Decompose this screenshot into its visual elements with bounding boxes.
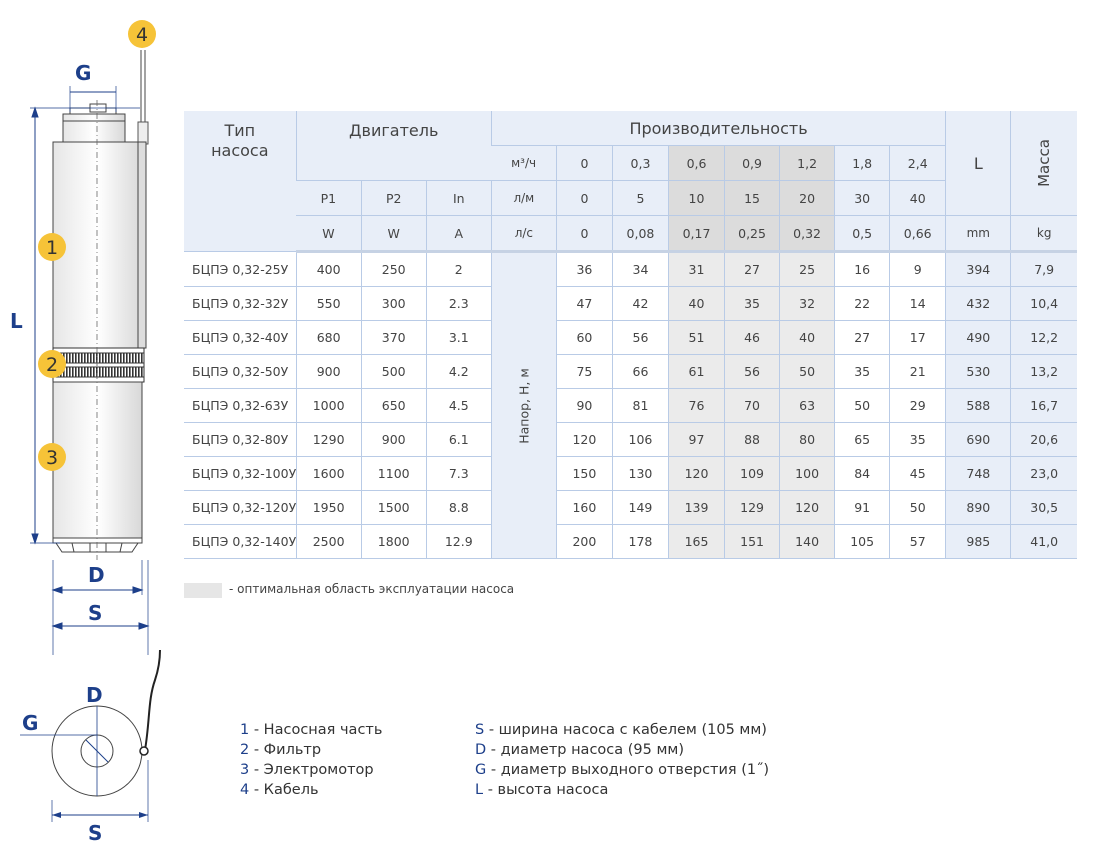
table-row (184, 287, 1077, 321)
header-engine: Двигатель (296, 111, 491, 181)
optimal-area-swatch (184, 583, 222, 598)
notes-dimensions (475, 720, 769, 800)
table-cell: 890 (946, 491, 1011, 525)
unit-L-mm: mm (946, 216, 1011, 252)
table-cell: 500 (361, 355, 426, 389)
table-cell: 105 (835, 525, 890, 559)
table-cell: 120 (780, 491, 835, 525)
unit-mass-kg: kg (1011, 216, 1077, 252)
table-cell: 61 (668, 355, 724, 389)
table-cell: 150 (556, 457, 612, 491)
flow-ls: 0,17 (668, 216, 724, 252)
engine-col-p1: P1 (296, 181, 361, 216)
table-cell: 3.1 (426, 321, 491, 355)
engine-unit-p2: W (361, 216, 426, 252)
table-cell: 75 (556, 355, 612, 389)
note-item: 1 - Насосная часть (240, 722, 383, 738)
pump-spec-table (184, 111, 1077, 559)
pump-type-cell: БЦПЭ 0,32-25У (184, 252, 296, 287)
table-cell: 80 (780, 423, 835, 457)
table-cell: 139 (668, 491, 724, 525)
table-cell: 35 (890, 423, 946, 457)
table-cell: 76 (668, 389, 724, 423)
pump-body-upper (53, 142, 142, 348)
table-cell: 23,0 (1011, 457, 1077, 491)
table-cell: 748 (946, 457, 1011, 491)
table-cell: 8.8 (426, 491, 491, 525)
table-cell: 985 (946, 525, 1011, 559)
pump-type-cell: БЦПЭ 0,32-120У (184, 491, 296, 525)
badge-cable (128, 20, 156, 48)
flow-lm: 20 (780, 181, 835, 216)
flow-m3h: 0,6 (668, 146, 724, 181)
table-cell: 106 (612, 423, 668, 457)
table-cell: 300 (361, 287, 426, 321)
table-cell: 650 (361, 389, 426, 423)
unit-lm: л/м (491, 181, 556, 216)
flow-ls: 0,25 (725, 216, 780, 252)
table-cell: 34 (612, 252, 668, 287)
table-cell: 22 (835, 287, 890, 321)
pump-type-cell: БЦПЭ 0,32-50У (184, 355, 296, 389)
table-cell: 88 (725, 423, 780, 457)
label-S-top: S (88, 821, 103, 845)
table-row (184, 491, 1077, 525)
table-row (184, 457, 1077, 491)
table-cell: 1290 (296, 423, 361, 457)
table-cell: 35 (835, 355, 890, 389)
table-cell: 20,6 (1011, 423, 1077, 457)
note-item: S - ширина насоса с кабелем (105 мм) (475, 722, 767, 738)
flow-lm: 0 (556, 181, 612, 216)
table-body (184, 252, 1077, 559)
head-label-cell: Напор, Н, м (491, 252, 556, 559)
table-cell: 900 (296, 355, 361, 389)
note-item: G - диаметр выходного отверстия (1˝) (475, 762, 770, 778)
table-cell: 109 (725, 457, 780, 491)
flow-m3h: 0,3 (612, 146, 668, 181)
table-cell: 2.3 (426, 287, 491, 321)
flow-lm: 5 (612, 181, 668, 216)
table-cell: 400 (296, 252, 361, 287)
table-cell: 81 (612, 389, 668, 423)
table-cell: 120 (556, 423, 612, 457)
table-cell: 149 (612, 491, 668, 525)
table-cell: 42 (612, 287, 668, 321)
flow-m3h: 0 (556, 146, 612, 181)
table-cell: 1500 (361, 491, 426, 525)
table-cell: 56 (612, 321, 668, 355)
pump-type-cell: БЦПЭ 0,32-100У (184, 457, 296, 491)
flow-lm: 40 (890, 181, 946, 216)
table-cell: 165 (668, 525, 724, 559)
table-cell: 6.1 (426, 423, 491, 457)
table-cell: 35 (725, 287, 780, 321)
table-cell: 21 (890, 355, 946, 389)
table-row (184, 252, 1077, 287)
pump-motor (53, 382, 142, 538)
table-cell: 588 (946, 389, 1011, 423)
table-cell: 1100 (361, 457, 426, 491)
table-cell: 394 (946, 252, 1011, 287)
table-cell: 490 (946, 321, 1011, 355)
table-cell: 63 (780, 389, 835, 423)
label-D-side: D (88, 563, 105, 587)
svg-text:1: 1 (45, 237, 59, 259)
table-cell: 2 (426, 252, 491, 287)
table-cell: 7.3 (426, 457, 491, 491)
badge-motor (38, 443, 66, 471)
table-cell: 66 (612, 355, 668, 389)
svg-text:3: 3 (45, 447, 59, 469)
pump-type-cell: БЦПЭ 0,32-140У (184, 525, 296, 559)
table-cell: 31 (668, 252, 724, 287)
table-cell: 13,2 (1011, 355, 1077, 389)
table-cell: 160 (556, 491, 612, 525)
table-row (184, 355, 1077, 389)
table-cell: 12.9 (426, 525, 491, 559)
table-cell: 1950 (296, 491, 361, 525)
header-performance: Производительность (491, 111, 945, 146)
header-type: Тип насоса (184, 111, 296, 252)
table-cell: 4.5 (426, 389, 491, 423)
table-cell: 250 (361, 252, 426, 287)
table-cell: 178 (612, 525, 668, 559)
engine-unit-in: A (426, 216, 491, 252)
table-cell: 45 (890, 457, 946, 491)
table-cell: 530 (946, 355, 1011, 389)
table-cell: 41,0 (1011, 525, 1077, 559)
flow-ls: 0,32 (780, 216, 835, 252)
table-cell: 7,9 (1011, 252, 1077, 287)
pump-top-view (20, 650, 160, 822)
table-cell: 51 (668, 321, 724, 355)
table-cell: 12,2 (1011, 321, 1077, 355)
table-cell: 680 (296, 321, 361, 355)
flow-lm: 30 (835, 181, 890, 216)
table-cell: 29 (890, 389, 946, 423)
flow-lm: 10 (668, 181, 724, 216)
table-cell: 36 (556, 252, 612, 287)
table-cell: 50 (890, 491, 946, 525)
cable (138, 50, 148, 144)
unit-m3h: м³/ч (491, 146, 556, 181)
flow-ls: 0 (556, 216, 612, 252)
pump-drawing (0, 0, 180, 847)
table-cell: 32 (780, 287, 835, 321)
table-cell: 130 (612, 457, 668, 491)
label-S-side: S (88, 601, 103, 625)
unit-ls: л/с (491, 216, 556, 252)
table-cell: 70 (725, 389, 780, 423)
note-item: L - высота насоса (475, 782, 609, 798)
flow-m3h: 0,9 (725, 146, 780, 181)
table-cell: 432 (946, 287, 1011, 321)
table-cell: 370 (361, 321, 426, 355)
optimal-area-legend: - оптимальная область эксплуатации насоса (229, 582, 515, 596)
table-row (184, 423, 1077, 457)
table-cell: 900 (361, 423, 426, 457)
table-row (184, 389, 1077, 423)
flow-m3h: 1,8 (835, 146, 890, 181)
table-cell: 550 (296, 287, 361, 321)
note-item: 2 - Фильтр (240, 742, 322, 758)
table-cell: 40 (780, 321, 835, 355)
table-cell: 16 (835, 252, 890, 287)
engine-col-p2: P2 (361, 181, 426, 216)
flow-lm: 15 (725, 181, 780, 216)
table-cell: 57 (890, 525, 946, 559)
table-cell: 27 (725, 252, 780, 287)
header-mass: Масса (1011, 111, 1077, 216)
label-L: L (10, 309, 23, 333)
table-cell: 140 (780, 525, 835, 559)
table-cell: 46 (725, 321, 780, 355)
table-cell: 2500 (296, 525, 361, 559)
badge-pump-part (38, 233, 66, 261)
table-cell: 200 (556, 525, 612, 559)
table-cell: 17 (890, 321, 946, 355)
label-D-top: D (86, 683, 103, 707)
table-cell: 65 (835, 423, 890, 457)
table-cell: 84 (835, 457, 890, 491)
table-cell: 30,5 (1011, 491, 1077, 525)
table-cell: 97 (668, 423, 724, 457)
table-cell: 10,4 (1011, 287, 1077, 321)
table-cell: 91 (835, 491, 890, 525)
table-cell: 50 (780, 355, 835, 389)
flow-ls: 0,08 (612, 216, 668, 252)
svg-text:2: 2 (45, 354, 59, 376)
table-cell: 60 (556, 321, 612, 355)
engine-unit-p1: W (296, 216, 361, 252)
note-item: 3 - Электромотор (240, 762, 374, 778)
label-G-top: G (22, 711, 39, 735)
flow-m3h: 1,2 (780, 146, 835, 181)
table-cell: 47 (556, 287, 612, 321)
pump-type-cell: БЦПЭ 0,32-80У (184, 423, 296, 457)
table-cell: 90 (556, 389, 612, 423)
table-cell: 1000 (296, 389, 361, 423)
table-row (184, 321, 1077, 355)
table-cell: 1600 (296, 457, 361, 491)
table-cell: 690 (946, 423, 1011, 457)
table-cell: 4.2 (426, 355, 491, 389)
table-cell: 100 (780, 457, 835, 491)
table-cell: 50 (835, 389, 890, 423)
table-cell: 120 (668, 457, 724, 491)
table-row (184, 525, 1077, 559)
svg-text:4: 4 (135, 24, 149, 46)
table-cell: 9 (890, 252, 946, 287)
badge-filter (38, 350, 66, 378)
table-cell: 56 (725, 355, 780, 389)
header-L: L (946, 111, 1011, 216)
pump-type-cell: БЦПЭ 0,32-40У (184, 321, 296, 355)
pump-filter (53, 348, 144, 382)
note-item: 4 - Кабель (240, 782, 319, 798)
notes-components (240, 720, 382, 800)
table-cell: 40 (668, 287, 724, 321)
table-cell: 16,7 (1011, 389, 1077, 423)
flow-ls: 0,5 (835, 216, 890, 252)
table-cell: 25 (780, 252, 835, 287)
engine-col-in: In (426, 181, 491, 216)
table-cell: 129 (725, 491, 780, 525)
flow-m3h: 2,4 (890, 146, 946, 181)
pump-type-cell: БЦПЭ 0,32-32У (184, 287, 296, 321)
label-G: G (75, 61, 92, 85)
table-cell: 14 (890, 287, 946, 321)
note-item: D - диаметр насоса (95 мм) (475, 742, 685, 758)
table-cell: 27 (835, 321, 890, 355)
pump-type-cell: БЦПЭ 0,32-63У (184, 389, 296, 423)
table-cell: 1800 (361, 525, 426, 559)
flow-ls: 0,66 (890, 216, 946, 252)
table-cell: 151 (725, 525, 780, 559)
